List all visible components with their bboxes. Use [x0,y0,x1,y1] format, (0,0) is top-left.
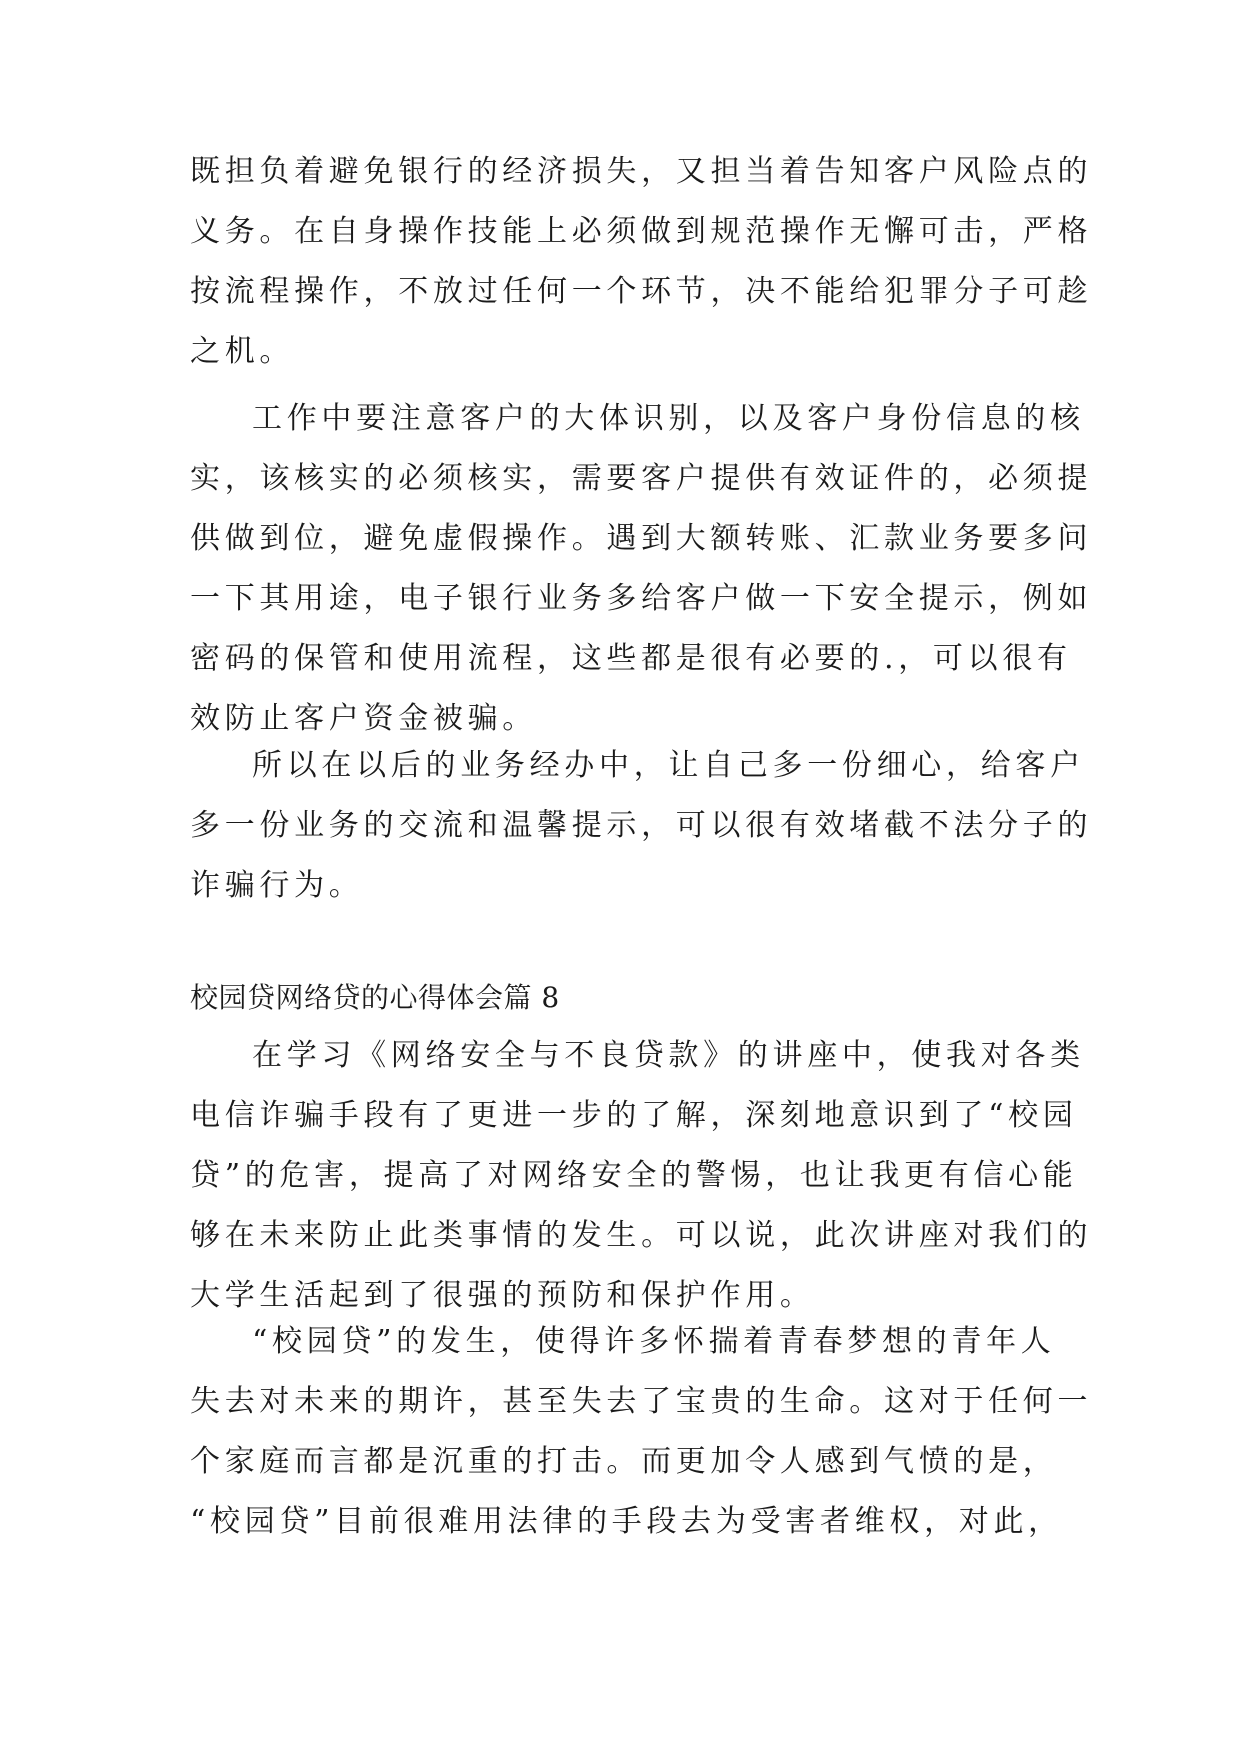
paragraph-line: “校园贷”目前很难用法律的手段去为受害者维权，对此， [190,1504,1063,1539]
paragraph-line: 多一份业务的交流和温馨提示，可以很有效堵截不法分子的 [190,808,1093,843]
paragraph-line: 失去对未来的期许，甚至失去了宝贵的生命。这对于任何一 [190,1384,1093,1419]
paragraph-line: 个家庭而言都是沉重的打击。而更加令人感到气愤的是， [190,1444,1058,1479]
paragraph-line: 效防止客户资金被骗。 [190,701,537,736]
paragraph-line: 既担负着避免银行的经济损失，又担当着告知客户风险点的 [190,154,1093,189]
paragraph-line: 在学习《网络安全与不良贷款》的讲座中，使我对各类 [252,1038,1085,1073]
section-heading: 校园贷网络贷的心得体会篇 8 [190,981,560,1014]
paragraph-line: 电信诈骗手段有了更进一步的了解，深刻地意识到了“校园 [190,1098,1078,1133]
paragraph-line: 够在未来防止此类事情的发生。可以说，此次讲座对我们的 [190,1218,1093,1253]
paragraph-line: 诈骗行为。 [190,868,364,903]
paragraph-line: 之机。 [190,334,295,369]
paragraph-line: 工作中要注意客户的大体识别，以及客户身份信息的核 [252,401,1085,436]
paragraph-line: 大学生活起到了很强的预防和保护作用。 [190,1278,815,1313]
paragraph-line: 贷”的危害，提高了对网络安全的警惕，也让我更有信心能 [190,1158,1078,1193]
paragraph-line: 所以在以后的业务经办中，让自己多一份细心，给客户 [252,748,1085,783]
paragraph-line: 义务。在自身操作技能上必须做到规范操作无懈可击，严格 [190,214,1093,249]
paragraph-line: 密码的保管和使用流程，这些都是很有必要的.，可以很有 [190,641,1072,676]
paragraph-line: “校园贷”的发生，使得许多怀揣着青春梦想的青年人 [252,1324,1056,1359]
paragraph-line: 供做到位，避免虚假操作。遇到大额转账、汇款业务要多问 [190,521,1093,556]
paragraph-line: 一下其用途，电子银行业务多给客户做一下安全提示，例如 [190,581,1093,616]
paragraph-line: 实，该核实的必须核实，需要客户提供有效证件的，必须提 [190,461,1093,496]
paragraph-line: 按流程操作，不放过任何一个环节，决不能给犯罪分子可趁 [190,274,1093,309]
